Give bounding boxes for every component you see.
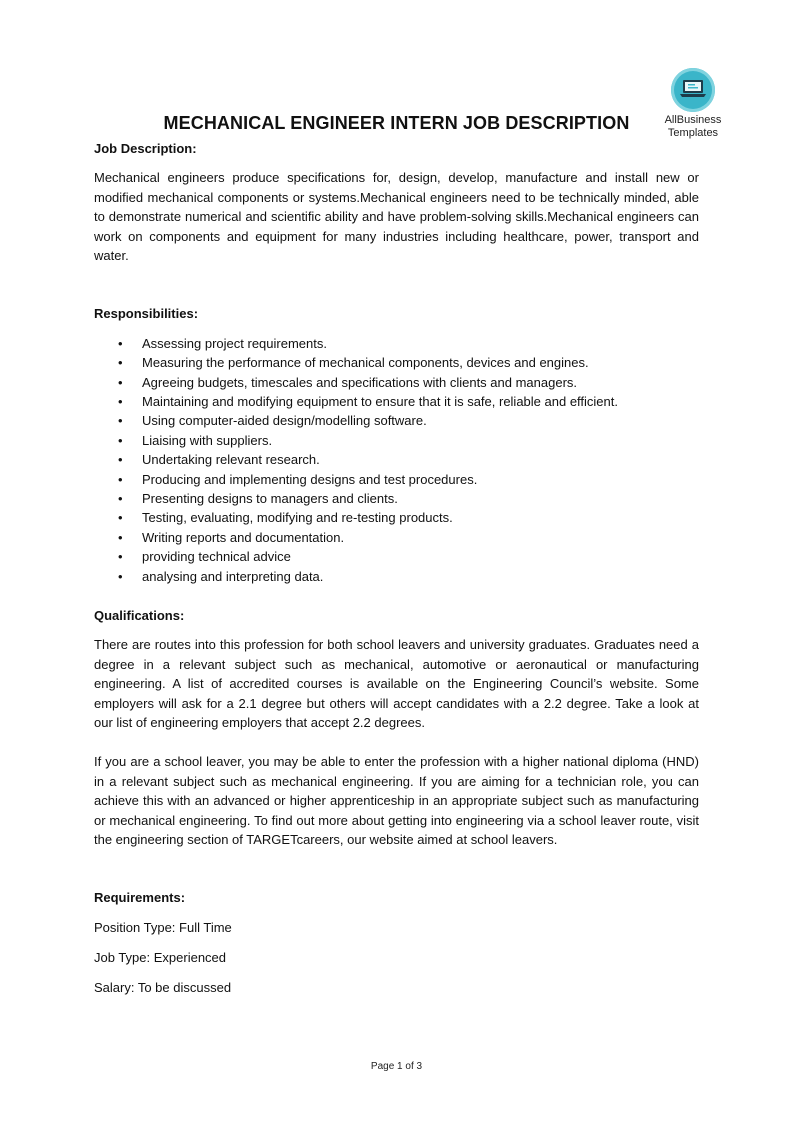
list-item xyxy=(94,470,699,489)
bullet-icon: • xyxy=(118,394,123,410)
list-item xyxy=(94,528,699,547)
bullet-icon: • xyxy=(118,355,123,371)
bullet-icon: • xyxy=(118,529,123,545)
job-description-text: Mechanical engineers produce specifications for, design, develop, manufacture and install new or modified mechanical components or systems.Mechanical engineers need to be technically minded, able to demonstrate numerical and scientific ability and have problem-solving skills.Mechanical engineers can work on components and equipment for many industries including healthcare, power, transport and water. xyxy=(94,170,699,264)
logo-line-2: Templates xyxy=(667,127,719,139)
bullet-icon: • xyxy=(118,374,123,390)
bullet-icon: • xyxy=(118,432,123,448)
responsibilities-list xyxy=(94,334,699,586)
list-item-text: Presenting designs to managers and clients. xyxy=(142,490,398,506)
list-item-text: Agreeing budgets, timescales and specifications with clients and managers. xyxy=(142,374,578,390)
list-item-text: analysing and interpreting data. xyxy=(142,568,324,584)
bullet-icon: • xyxy=(118,413,123,429)
list-item-text: Using computer-aided design/modelling software. xyxy=(142,413,427,429)
list-item xyxy=(94,508,699,527)
list-item xyxy=(94,567,699,586)
list-item xyxy=(94,353,699,372)
laptop-icon xyxy=(679,78,707,100)
list-item xyxy=(94,431,699,450)
responsibilities-heading: Responsibilities: xyxy=(94,306,199,322)
job-type: Job Type: Experienced xyxy=(94,949,227,965)
list-item-text: Producing and implementing designs and test procedures. xyxy=(142,471,478,487)
list-item-text: providing technical advice xyxy=(142,549,291,565)
list-item xyxy=(94,334,699,353)
bullet-icon: • xyxy=(118,452,123,468)
list-item xyxy=(94,411,699,430)
list-item xyxy=(94,373,699,392)
bullet-icon: • xyxy=(118,549,123,565)
bullet-icon: • xyxy=(118,510,123,526)
qualifications-paragraph-2: If you are a school leaver, you may be able to enter the profession with a higher national diploma (HND) in a relevant subject such as mechanical engineering. If you are aiming for a technician role, you can achieve this with an advanced or higher apprenticeship in an appropriate subject such as manufacturing or mechanical engineering. To find out more about getting into engineering via a school leaver route, visit the engineering section of TARGETcareers, our website aimed at school leavers. xyxy=(94,754,699,847)
page-title: MECHANICAL ENGINEER INTERN JOB DESCRIPTION xyxy=(163,113,630,133)
logo-line-1: AllBusiness xyxy=(664,114,722,126)
list-item-text: Writing reports and documentation. xyxy=(142,529,345,545)
qualifications-heading: Qualifications: xyxy=(94,607,185,623)
bullet-icon: • xyxy=(118,335,123,351)
list-item-text: Measuring the performance of mechanical components, devices and engines. xyxy=(142,355,589,371)
logo-badge xyxy=(671,68,715,112)
list-item-text: Maintaining and modifying equipment to ensure that it is safe, reliable and efficient. xyxy=(142,394,618,410)
list-item xyxy=(94,450,699,469)
qualifications-paragraph-1: There are routes into this profession for both school leavers and university graduates. Graduates need a degree in a relevant subject such as mechanical, automotive or aeronautical or manufacturing engineering. A list of accredited courses is available on the Engineering Council’s website. Some employers will ask for a 2.1 degree but others will accept candidates with a 2.2 degree. Take a look at our list of engineering employers that accept 2.2 degrees. xyxy=(94,637,699,730)
list-item xyxy=(94,489,699,508)
bullet-icon: • xyxy=(118,490,123,506)
list-item xyxy=(94,392,699,411)
job-description-heading: Job Description: xyxy=(94,141,197,156)
list-item xyxy=(94,547,699,566)
page-number: Page 1 of 3 xyxy=(370,1061,423,1072)
document-body xyxy=(94,139,699,1008)
list-item-text: Testing, evaluating, modifying and re-testing products. xyxy=(142,510,453,526)
bullet-icon: • xyxy=(118,568,123,584)
position-type: Position Type: Full Time xyxy=(94,919,232,935)
salary: Salary: To be discussed xyxy=(94,979,232,995)
bullet-icon: • xyxy=(118,471,123,487)
list-item-text: Assessing project requirements. xyxy=(142,335,327,351)
list-item-text: Liaising with suppliers. xyxy=(142,432,273,448)
requirements-heading: Requirements: xyxy=(94,890,186,906)
list-item-text: Undertaking relevant research. xyxy=(142,452,320,468)
